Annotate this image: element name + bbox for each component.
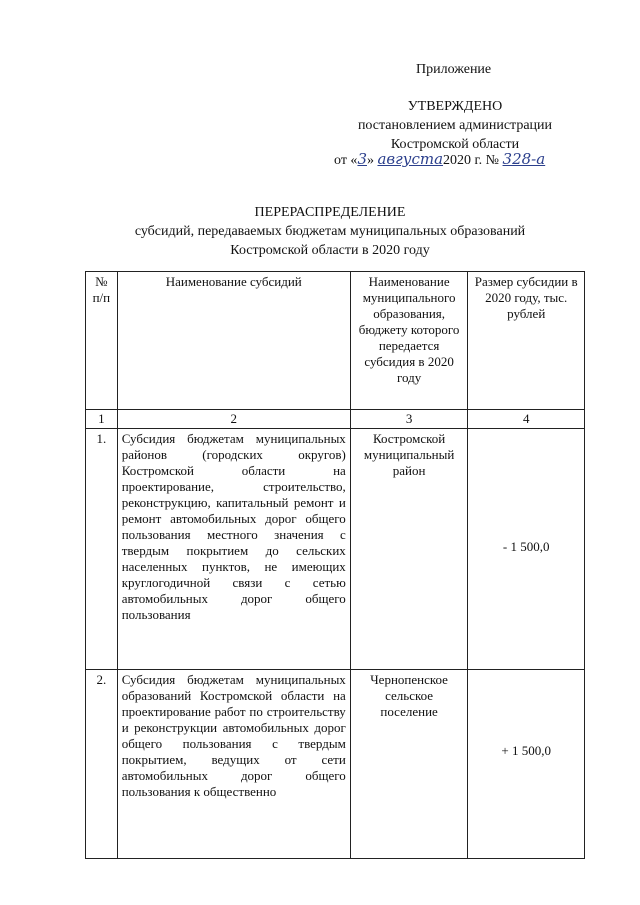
table-header-row [86, 272, 585, 410]
col-header-amount: Размер субсидии в 2020 году, тыс. рублей [468, 272, 585, 410]
col-index-1: 1 [86, 410, 118, 429]
resolution-date-line [334, 150, 545, 169]
approved-by-line1: постановлением администрации [357, 118, 553, 133]
col-header-municipality: Наименование муниципального образования, бюджету которого передается субсидия в 2020 году [350, 272, 468, 410]
appendix-label: Приложение [416, 62, 492, 77]
approval-block [335, 97, 575, 154]
subsidy-table [85, 271, 585, 859]
row-amount: + 1 500,0 [501, 743, 551, 758]
document-title [40, 203, 620, 260]
date-prefix: от « [334, 153, 358, 168]
row-amount-cell [468, 429, 585, 670]
table-row [86, 670, 585, 859]
date-mid: » [366, 153, 378, 168]
row-number: 2. [86, 670, 118, 859]
row-subsidy-name: Субсидия бюджетам муниципальных районов (городских округов) Костромской области на проектирование, строительство, реконструкцию, капитальный ремонт и ремонт автомобильных дорог общего пользования местного значения с твердым покрытием до сельских населенных пунктов, не имеющих круглогодичной связи с сетью автомобильных дорог общего пользования [117, 429, 350, 670]
date-month-handwritten: августа [377, 150, 444, 168]
approved-heading: УТВЕРЖДЕНО [407, 99, 503, 114]
col-index-2: 2 [117, 410, 350, 429]
col-header-subsidy-name: Наименование субсидий [117, 272, 350, 410]
title-line2: субсидий, передаваемых бюджетам муниципальных образований [134, 224, 526, 239]
date-year: 2020 г. № [443, 153, 503, 168]
col-header-number: № п/п [86, 272, 118, 410]
table-row [86, 429, 585, 670]
date-day-handwritten: 3 [357, 150, 367, 168]
col-index-3: 3 [350, 410, 468, 429]
row-number: 1. [86, 429, 118, 670]
table-column-index-row [86, 410, 585, 429]
row-amount: - 1 500,0 [502, 539, 550, 554]
approved-by-line2: Костромской области [390, 137, 520, 152]
resolution-number-handwritten: 328-а [502, 150, 546, 168]
col-index-4: 4 [468, 410, 585, 429]
title-line1: ПЕРЕРАСПРЕДЕЛЕНИЕ [254, 205, 406, 220]
row-subsidy-name: Субсидия бюджетам муниципальных образований Костромской области на проектирование работ по строительству и реконструкции автомобильных дорог общего пользования с твердым покрытием, ведущих от сети автомобильных дорог общего пользования к общественно [117, 670, 350, 859]
row-amount-cell [468, 670, 585, 859]
row-municipality: Костромской муниципальный район [350, 429, 468, 670]
title-line3: Костромской области в 2020 году [230, 243, 430, 258]
row-municipality: Чернопенское сельское поселение [350, 670, 468, 859]
